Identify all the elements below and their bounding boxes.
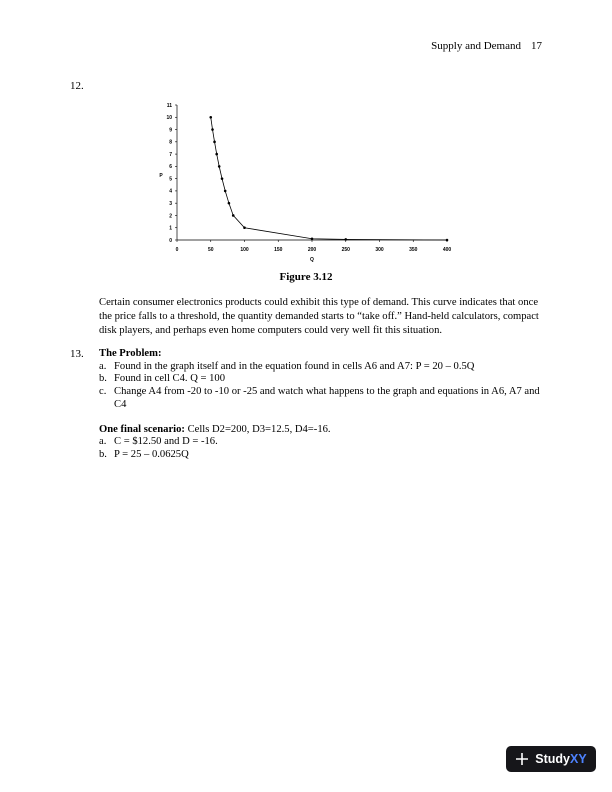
studyxy-badge[interactable] <box>506 746 596 772</box>
chart-series <box>209 116 448 241</box>
plus-icon <box>515 752 529 766</box>
x-axis-label: Q <box>310 257 314 263</box>
question-13-number: 13. <box>70 348 84 360</box>
list-item-text: C = $12.50 and D = -16. <box>114 436 218 448</box>
list-item <box>99 361 544 374</box>
data-point <box>213 141 216 144</box>
list-item-text: Found in the graph itself and in the equation found in cells A6 and A7: P = 20 – 0.5Q <box>114 360 475 372</box>
list-item <box>99 386 544 411</box>
body-paragraph: Certain consumer electronics products could exhibit this type of demand. This curve indicates that once the price falls to a threshold, the quantity demanded starts to “take off.” Hand-held calculators, compact disk players, and perhaps even home computers could very well fit this situation. <box>99 297 539 336</box>
data-point <box>218 165 221 168</box>
figure-caption: Figure 3.12 <box>279 271 333 283</box>
demand-chart-svg <box>150 100 460 270</box>
x-tick-label: 150 <box>274 247 283 253</box>
y-tick-label: 0 <box>169 237 172 244</box>
list-item-label: b. <box>99 448 107 460</box>
data-point <box>211 128 214 131</box>
data-point <box>221 177 224 180</box>
x-tick-label: 350 <box>409 247 418 253</box>
data-point <box>243 226 246 229</box>
x-tick-label: 400 <box>442 247 452 253</box>
data-point <box>311 237 314 240</box>
y-tick-label: 5 <box>169 176 172 183</box>
x-tick-label: 100 <box>240 247 249 253</box>
question-12-number: 12. <box>70 80 84 92</box>
data-point <box>209 116 212 119</box>
demand-chart <box>150 100 460 270</box>
question-13-title: The Problem: <box>99 348 162 359</box>
list-item-label: a. <box>99 436 107 448</box>
x-tick-label: 50 <box>207 247 214 253</box>
y-tick-label: 2 <box>169 213 172 220</box>
data-point <box>446 239 449 242</box>
y-tick-label: 3 <box>169 200 172 207</box>
scenario-text: Cells D2=200, D3=12.5, D4=-16. <box>184 423 331 435</box>
scenario-label: One final scenario: <box>99 423 185 435</box>
x-tick-label: 250 <box>341 247 350 253</box>
list-item <box>99 449 544 462</box>
y-tick-label: 11 <box>166 102 172 109</box>
list-item <box>99 436 544 449</box>
chart-axes <box>177 105 447 240</box>
x-tick-label: 200 <box>307 247 317 253</box>
y-axis-label: P <box>159 173 163 179</box>
y-tick-label: 9 <box>169 127 172 134</box>
data-point <box>228 202 231 205</box>
x-tick-label: 0 <box>175 247 179 253</box>
y-tick-label: 10 <box>166 115 172 122</box>
x-ticks <box>176 240 452 253</box>
running-header-title: Supply and Demand <box>431 40 521 52</box>
data-point <box>215 153 218 156</box>
y-tick-label: 7 <box>169 151 172 158</box>
list-item-label: c. <box>99 386 107 398</box>
running-header <box>421 40 542 53</box>
y-tick-label: 1 <box>169 225 172 232</box>
brand-accent: XY <box>570 751 587 766</box>
data-point <box>344 238 347 241</box>
y-tick-label: 8 <box>169 139 172 146</box>
list-item-text: Found in cell C4. Q = 100 <box>114 373 226 385</box>
brand-main: Study <box>535 751 571 766</box>
list-item <box>99 373 544 386</box>
scenario-line <box>99 424 544 437</box>
data-point <box>224 190 227 193</box>
list-item-label: a. <box>99 360 107 372</box>
page-number: 17 <box>531 40 542 52</box>
y-tick-label: 6 <box>169 164 172 171</box>
y-ticks <box>166 103 177 244</box>
series-line <box>211 117 447 240</box>
x-tick-label: 300 <box>375 247 384 253</box>
list-item-label: b. <box>99 373 107 385</box>
y-tick-label: 4 <box>169 188 172 195</box>
list-item-text: P = 25 – 0.0625Q <box>114 448 189 460</box>
data-point <box>232 214 235 217</box>
list-item-text: Change A4 from -20 to -10 or -25 and watch what happens to the graph and equations in A6, A7 and C4 <box>114 386 540 410</box>
question-13 <box>99 348 544 462</box>
